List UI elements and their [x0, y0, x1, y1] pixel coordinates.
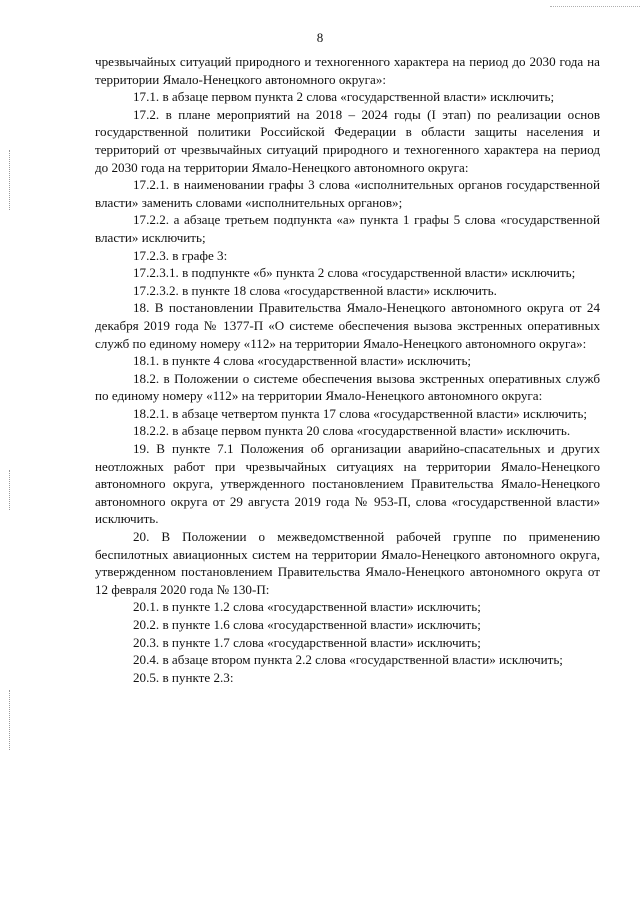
document-body: [95, 53, 600, 686]
paragraph-18-2-2: 18.2.2. в абзаце первом пункта 20 слова «государственной власти» исключить.: [133, 423, 571, 439]
paragraph-18-1: 18.1. в пункте 4 слова «государственной власти» исключить;: [133, 353, 472, 369]
paragraph-17-2-3-2: 17.2.3.2. в пункте 18 слова «государственной власти» исключить.: [133, 282, 497, 298]
paragraph-17-2-1: 17.2.1. в наименовании графы 3 слова «исполнительных органов государственной власти» заменить словами «исполнительных органов»;: [95, 177, 600, 210]
paragraph-20-4: 20.4. в абзаце втором пункта 2.2 слова «государственной власти» исключить;: [133, 652, 563, 668]
paragraph-17-2-2: 17.2.2. а абзаце третьем подпункта «а» пункта 1 графы 5 слова «государственной власти» исключить;: [95, 212, 600, 245]
scan-edge-mark: [9, 470, 10, 510]
scan-edge-mark: [9, 690, 10, 750]
paragraph-17-1: 17.1. в абзаце первом пункта 2 слова «государственной власти» исключить;: [133, 89, 555, 105]
paragraph-17-2-3-1: 17.2.3.1. в подпункте «б» пункта 2 слова «государственной власти» исключить;: [133, 265, 576, 281]
paragraph-17-2-3: 17.2.3. в графе 3:: [133, 247, 228, 263]
paragraph-20-5: 20.5. в пункте 2.3:: [133, 669, 234, 685]
paragraph-19: 19. В пункте 7.1 Положения об организации аварийно-спасательных и других неотложных работ при чрезвычайных ситуациях на территории Ямало-Ненецкого автономного округа, утвержденного постановлением Правительства Ямало-Ненецкого автономного округа от 29 августа 2019 года № 953-П, слова «государственной власти» исключить.: [95, 441, 600, 527]
page-number: 8: [316, 30, 324, 45]
paragraph-18-2: 18.2. в Положении о системе обеспечения вызова экстренных оперативных служб по единому номеру «112» на территории Ямало-Ненецкого автономного округа:: [95, 370, 600, 404]
scan-corner-mark: [550, 0, 640, 7]
paragraph-continuation: чрезвычайных ситуаций природного и техногенного характера на период до 2030 года на территории Ямало-Ненецкого автономного округа»:: [95, 54, 600, 87]
paragraph-17-2: 17.2. в плане мероприятий на 2018 – 2024 годы (I этап) по реализации основ государственной политики Российской Федерации в области защиты населения и территорий от чрезвычайных ситуаций природного и техногенного характера на период до 2030 года на территории Ямало-Ненецкого автономного округа:: [95, 106, 600, 175]
paragraph-20-1: 20.1. в пункте 1.2 слова «государственной власти» исключить;: [133, 599, 481, 615]
paragraph-20-2: 20.2. в пункте 1.6 слова «государственной власти» исключить;: [133, 617, 481, 632]
paragraph-18: 18. В постановлении Правительства Ямало-Ненецкого автономного округа от 24 декабря 2019 года № 1377-П «О системе обеспечения вызова экстренных оперативных служб по единому номеру «112» на территории Ямало-Ненецкого автономного округа»:: [95, 300, 600, 351]
paragraph-20: 20. В Положении о межведомственной рабочей группе по применению беспилотных авиационных систем на территории Ямало-Ненецкого автономного округа, утвержденном постановлением Правительства Ямало-Ненецкого автономного округа от 12 февраля 2020 года № 130-П:: [95, 529, 600, 597]
paragraph-18-2-1: 18.2.1. в абзаце четвертом пункта 17 слова «государственной власти» исключить;: [133, 405, 587, 421]
paragraph-20-3: 20.3. в пункте 1.7 слова «государственной власти» исключить;: [133, 634, 481, 650]
scan-edge-mark: [9, 150, 10, 210]
